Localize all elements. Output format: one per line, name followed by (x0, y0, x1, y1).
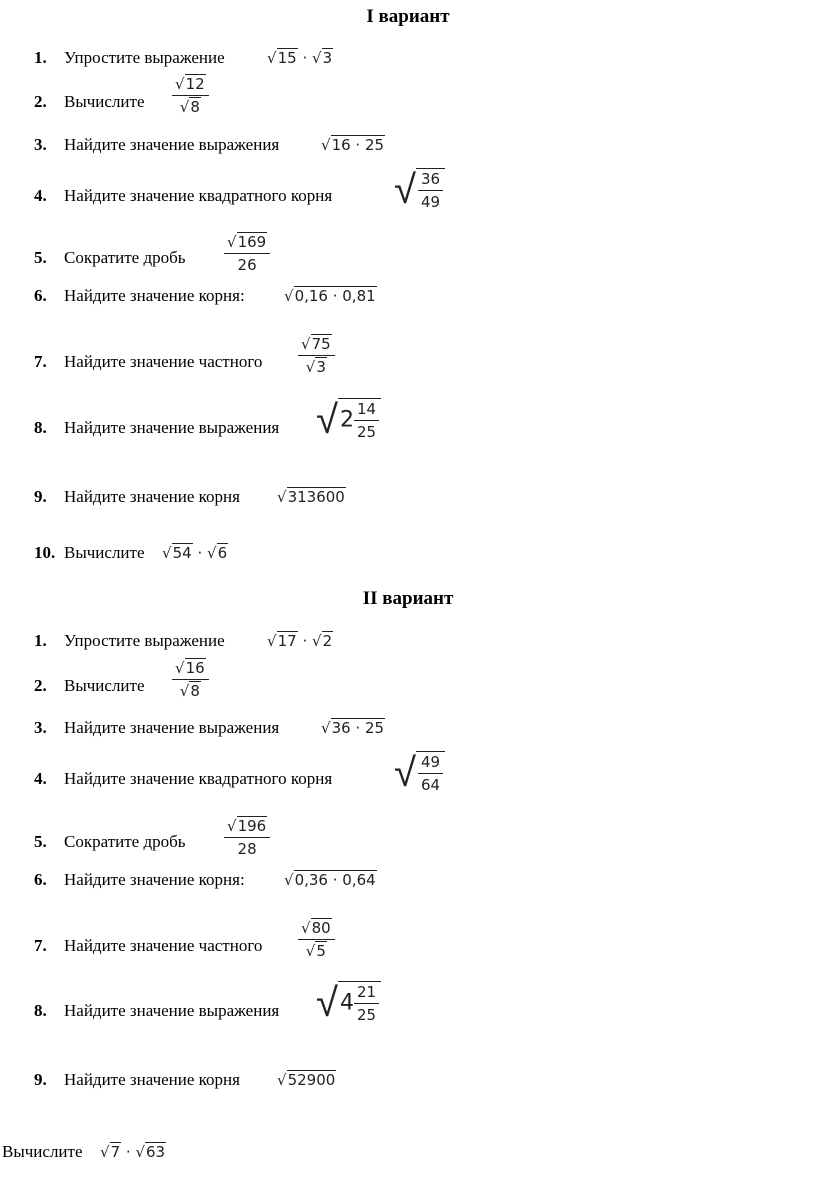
math-expression: √0,36 · 0,64 (284, 871, 376, 889)
task-number: 5. (34, 248, 47, 267)
task-number: 3. (34, 718, 47, 737)
task-text: Вычислите (64, 92, 145, 111)
task-text: Найдите значение корня: (64, 286, 245, 305)
task-text: Вычислите (2, 1142, 83, 1161)
task-number: 6. (34, 870, 47, 889)
math-expression: √36 · 25 (321, 719, 385, 737)
task-number: 2. (34, 676, 47, 695)
task-text: Найдите значение выражения (64, 418, 280, 437)
math-fraction: $\frac{√12}{√8}$ (172, 74, 209, 117)
math-fraction: $\frac{√196}{28}$ (224, 816, 270, 859)
task-text: Найдите значение частного (64, 936, 263, 955)
task-text: Вычислите (64, 676, 145, 695)
task-text: Найдите значение корня (64, 1070, 240, 1089)
math-expression: √0,16 · 0,81 (284, 287, 376, 305)
task-text: Сократите дробь (64, 832, 186, 851)
task-number: 5. (34, 832, 47, 851)
math-expression: √15 · √3 (267, 49, 333, 67)
task-text: Найдите значение выражения (64, 135, 280, 154)
math-root-fraction: √ $\frac{36}{49}$ (394, 168, 445, 212)
task-number: 10. (34, 543, 56, 562)
math-root-fraction: √ $\frac{49}{64}$ (394, 751, 445, 795)
math-expression: √16 · 25 (321, 136, 385, 154)
math-root-mixed: √2 $\frac{14}{25}$ (316, 398, 381, 442)
math-expression: √7 · √63 (100, 1143, 166, 1161)
task-number: 7. (34, 352, 47, 371)
task-number: 2. (34, 92, 47, 111)
math-fraction: $\frac{√80}{√5}$ (298, 918, 335, 961)
task-text: Найдите значение квадратного корня (64, 769, 333, 788)
task-number: 9. (34, 1070, 47, 1089)
math-fraction: $\frac{√169}{26}$ (224, 232, 270, 275)
variant-2-title: II вариант (362, 588, 454, 609)
task-number: 7. (34, 936, 47, 955)
task-text: Упростите выражение (64, 631, 225, 650)
task-text: Найдите значение корня (64, 487, 240, 506)
task-text: Сократите дробь (64, 248, 186, 267)
math-root-mixed: √4 $\frac{21}{25}$ (316, 981, 381, 1025)
task-text: Найдите значение квадратного корня (64, 186, 333, 205)
task-number: 1. (34, 48, 47, 67)
math-expression: √313600 (277, 488, 345, 506)
task-text: Упростите выражение (64, 48, 225, 67)
task-number: 9. (34, 487, 47, 506)
task-text: Найдите значение выражения (64, 718, 280, 737)
task-text: Найдите значение выражения (64, 1001, 280, 1020)
task-number: 8. (34, 1001, 47, 1020)
task-number: 1. (34, 631, 47, 650)
math-fraction: $\frac{√75}{√3}$ (298, 334, 335, 377)
task-number: 4. (34, 186, 47, 205)
task-text: Найдите значение частного (64, 352, 263, 371)
task-number: 6. (34, 286, 47, 305)
task-text: Найдите значение корня: (64, 870, 245, 889)
math-expression: √54 · √6 (162, 544, 228, 562)
task-text: Вычислите (64, 543, 145, 562)
math-expression: √17 · √2 (267, 632, 333, 650)
task-number: 3. (34, 135, 47, 154)
task-number: 4. (34, 769, 47, 788)
variant-1-title: I вариант (366, 6, 450, 27)
task-number: 8. (34, 418, 47, 437)
math-fraction: $\frac{√16}{√8}$ (172, 658, 209, 701)
math-expression: √52900 (277, 1071, 336, 1089)
